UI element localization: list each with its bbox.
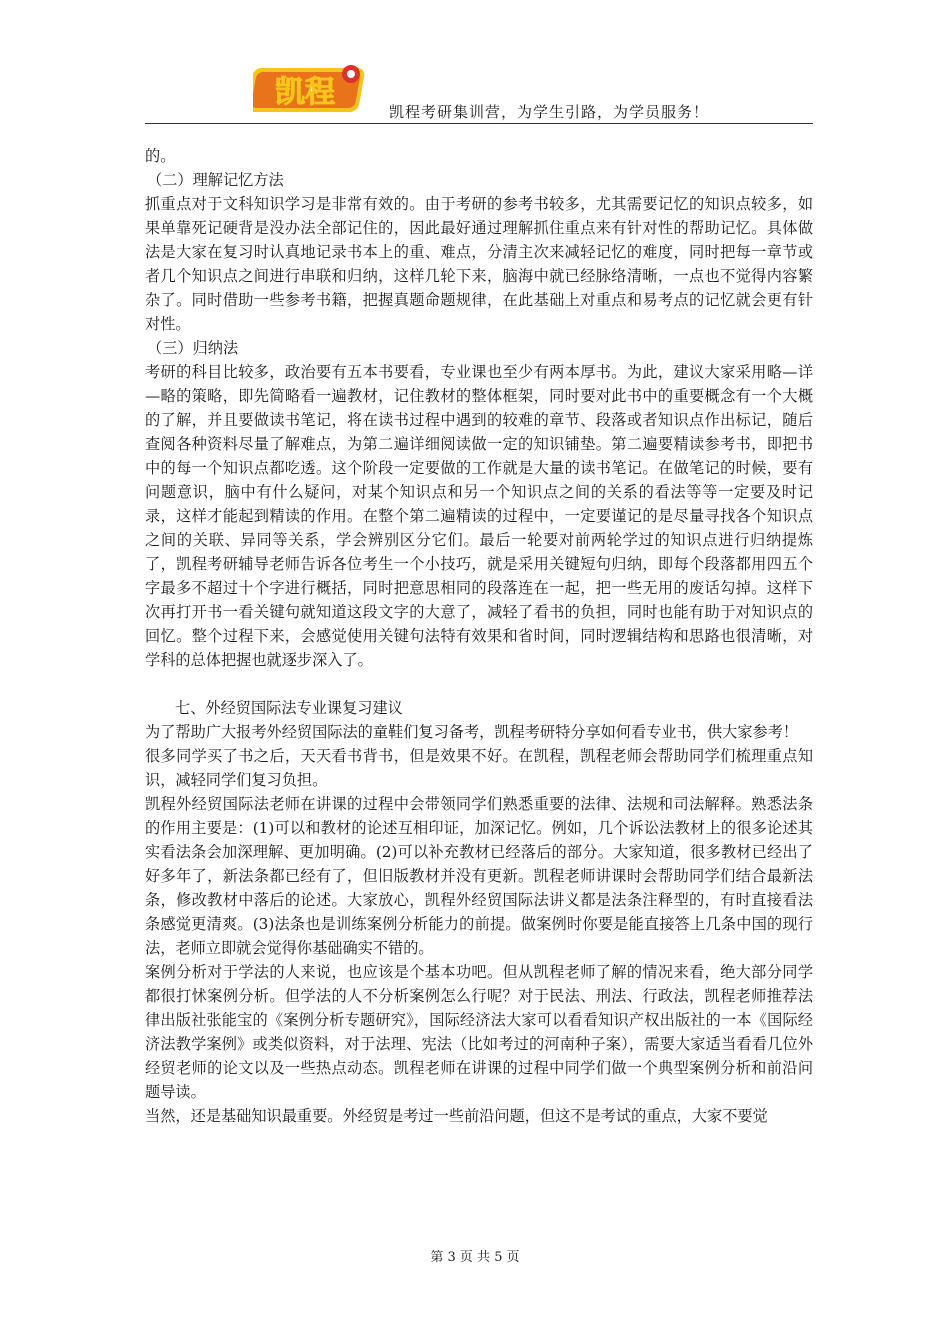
paragraph-continuation: 的。 — [145, 147, 176, 165]
subheading-understanding-memory: （二）理解记忆方法 — [147, 171, 284, 189]
paragraph-basics: 当然，还是基础知识最重要。外经贸是考过一些前沿问题，但这不是考试的重点，大家不要觉 — [145, 1107, 768, 1125]
page-header — [145, 58, 813, 124]
paragraph-statutes: 凯程外经贸国际法老师在讲课的过程中会带领同学们熟悉重要的法律、法规和司法解释。熟悉法条的作用主要是：(1)可以和教材的论述互相印证，加深记忆。例如，几个诉讼法教材上的很多论述其实看法条会加深理解、更加明确。(2)可以补充教材已经落后的部分。大家知道，很多教材已经出了好多年了，新法条都已经有了，但旧版教材并没有更新。凯程老师讲课时会帮助同学们结合最新法条，修改教材中落后的论述。大家放心，凯程外经贸国际法讲义都是法条注释型的，有时直接看法条感觉更清爽。(3)法条也是训练案例分析能力的前提。做案例时你要是能直接答上几条中国的现行法，老师立即就会觉得你基础确实不错的。 — [145, 795, 813, 957]
paragraph-review-burden: 很多同学买了书之后，天天看书背书，但是效果不好。在凯程，凯程老师会帮助同学们梳理重点知识，减轻同学们复习负担。 — [145, 747, 813, 789]
logo-lettering: 凯程 — [275, 75, 335, 110]
paragraph-induction: 考研的科目比较多，政治要有五本书要看，专业课也至少有两本厚书。为此，建议大家采用略—详—略的策略，即先简略看一遍教材，记住教材的整体框架，同时要对此书中的重要概念有一个大概的了解，并且要做读书笔记，将在读书过程中遇到的较难的章节、段落或者知识点作出标记，随后查阅各种资料尽量了解难点，为第二遍详细阅读做一定的知识铺垫。第二遍要精读参考书，即把书中的每一个知识点都吃透。这个阶段一定要做的工作就是大量的读书笔记。在做笔记的时候，要有问题意识，脑中有什么疑问，对某个知识点和另一个知识点之间的关系的看法等等一定要及时记录，这样才能起到精读的作用。在整个第二遍精读的过程中，一定要谨记的是尽量寻找各个知识点之间的关联、异同等关系，学会辨别区分它们。最后一轮要对前两轮学过的知识点进行归纳提炼了，凯程考研辅导老师告诉各位考生一个小技巧，就是采用关键短句归纳，即每个段落都用四五个字最多不超过十个字进行概括，同时把意思相同的段落连在一起，把一些无用的废话勾掉。这样下次再打开书一看关键句就知道这段文字的大意了，减轻了看书的负担，同时也能有助于对知识点的回忆。整个过程下来，会感觉使用关键句法特有效果和省时间，同时逻辑结构和思路也很清晰，对学科的总体把握也就逐步深入了。 — [145, 363, 813, 669]
header-divider — [145, 123, 813, 124]
paragraph-understanding-memory: 抓重点对于文科知识学习是非常有效的。由于考研的参考书较多，尤其需要记忆的知识点较多，如果单靠死记硬背是没办法全部记住的，因此最好通过理解抓住重点来有针对性的帮助记忆。具体做法是大家在复习时认真地记录书本上的重、难点，分清主次来减轻记忆的难度，同时把每一章节或者几个知识点之间进行串联和归纳，这样几轮下来，脑海中就已经脉络清晰，一点也不觉得内容繁杂了。同时借助一些参考书籍，把握真题命题规律，在此基础上对重点和易考点的记忆就会更有针对性。 — [145, 195, 813, 333]
section-heading-seven: 七、外经贸国际法专业课复习建议 — [175, 699, 403, 717]
document-body — [145, 144, 813, 1128]
paragraph-intro: 为了帮助广大报考外经贸国际法的童鞋们复习备考，凯程考研特分享如何看专业书，供大家参考！ — [145, 723, 799, 741]
paragraph-case-analysis: 案例分析对于学法的人来说，也应该是个基本功吧。但从凯程老师了解的情况来看，绝大部分同学都很打怵案例分析。但学法的人不分析案例怎么行呢？对于民法、刑法、行政法，凯程老师推荐法律出版社张能宝的《案例分析专题研究》，国际经济法大家可以看看知识产权出版社的一本《国际经济法教学案例》或类似资料，对于法理、宪法（比如考过的河南种子案），需要大家适当看看几位外经贸老师的论文以及一些热点动态。凯程老师在讲课的过程中同学们做一个典型案例分析和前沿问题导读。 — [145, 963, 813, 1101]
kaicheng-logo — [253, 60, 371, 118]
subheading-induction: （三）归纳法 — [147, 339, 239, 357]
header-slogan: 凯程考研集训营，为学生引路，为学员服务！ — [389, 103, 710, 121]
page-number: 第 3 页 共 5 页 — [430, 1250, 520, 1265]
